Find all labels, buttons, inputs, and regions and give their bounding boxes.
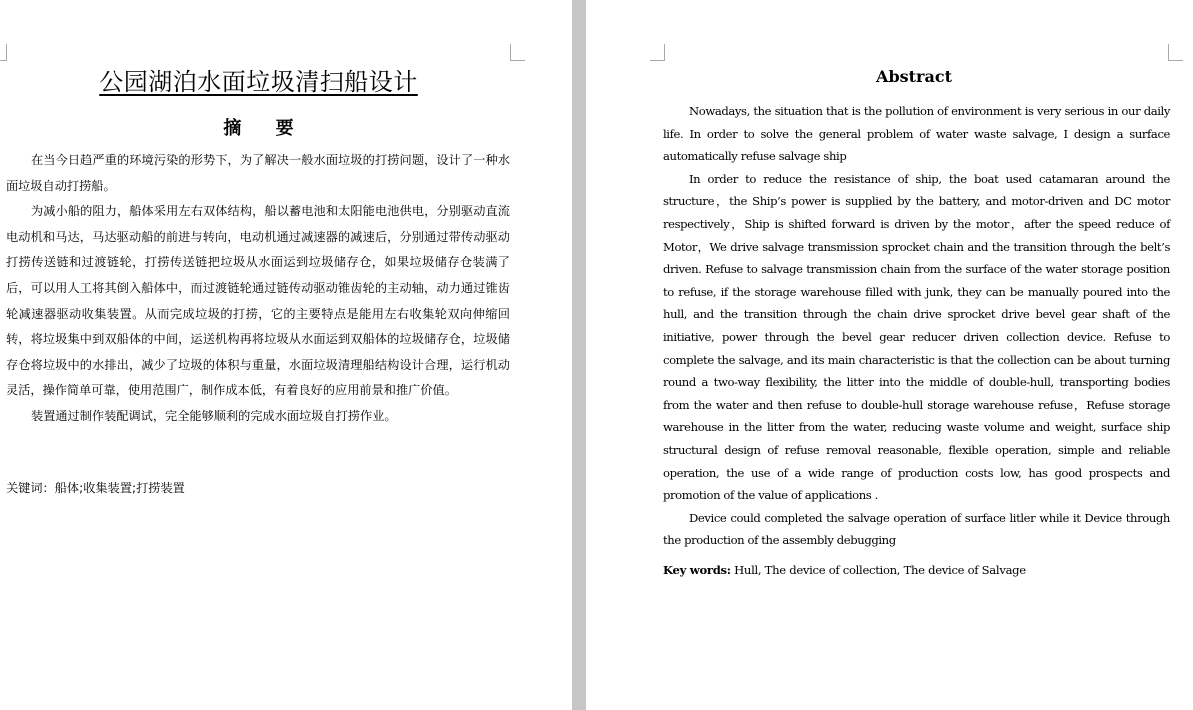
english-paragraph: In order to reduce the resistance of ship, the boat used catamaran around the structure，the Ship’s power is supplied by the battery, and motor-driven and DC motor respectively，Ship is shifted forward is driven by the motor，after the speed reduce of Motor，We drive salvage transmission sprocket chain and the transition through the belt’s driven. Refuse to salvage transmission chain from the surface of the water storage position to refuse, if the storage warehouse filled with junk, they can be manually poured into the hull, and the transition through the chain drive sprocket drive bevel gear shaft of the initiative, power through the bevel gear reducer driven collection device. Refuse to complete the salvage, and its main characteristic is that the collection can be about turning round a two-way flexibility, the litter into the middle of double-hull, transporting bodies from the water and then refuse to double-hull storage warehouse refuse，Refuse storage warehouse in the litter from the water, reducing waste volume and weight, surface ship structural design of refuse removal reasonable, flexible operation, simple and reliable operation, the use of a wide range of production costs low, has good prospects and promotion of the value of applications . [663, 171, 1170, 503]
keywords-label: Key words: [663, 563, 731, 577]
english-paragraph: Nowadays, the situation that is the pollution of environment is very serious in our daily life. In order to solve the general problem of water waste salvage, I design a surface automatically refuse salvage ship [663, 104, 1170, 164]
chinese-paragraph: 在当今日趋严重的环境污染的形势下，为了解决一般水面垃圾的打捞问题，设计了一种水面垃圾自动打捞船。 [6, 153, 510, 193]
corner-mark [1168, 44, 1183, 61]
corner-mark [0, 44, 7, 61]
chinese-paragraph: 为减小船的阻力，船体采用左右双体结构，船以蓄电池和太阳能电池供电，分别驱动直流电动机和马达，马达驱动船的前进与转向，电动机通过减速器的减速后，分别通过带传动驱动打捞传送链和过渡链轮，打捞传送链把垃圾从水面运到垃圾储存仓，如果垃圾储存仓装满了后，可以用人工将其倒入船体中，而过渡链轮通过链传动驱动锥齿轮的主动轴，动力通过锥齿轮减速器驱动收集装置。从而完成垃圾的打捞，它的主要特点是能用左右收集轮双向伸缩回转，将垃圾集中到双船体的中间，运送机构再将垃圾从水面运到双船体的垃圾储存仓，垃圾储存仓将垃圾中的水排出，减少了垃圾的体积与重量，水面垃圾清理船结构设计合理，运行机动灵活，操作简单可靠，使用范围广，制作成本低，有着良好的应用前景和推广价值。 [6, 204, 510, 398]
english-keywords [663, 559, 1026, 581]
keywords-value: Hull, The device of collection, The device of Salvage [730, 563, 1026, 577]
page-gutter [572, 0, 586, 710]
chinese-abstract-heading: 摘 要 [223, 118, 308, 139]
corner-mark [650, 44, 665, 61]
chinese-paragraph: 装置通过制作装配调试，完全能够顺利的完成水面垃圾自打捞作业。 [31, 408, 397, 423]
document-page-left [0, 0, 572, 710]
corner-mark [510, 44, 525, 61]
chinese-keywords: 关键词：船体;收集装置;打捞装置 [6, 481, 185, 495]
chinese-title: 公园湖泊水面垃圾清扫船设计 [99, 68, 418, 96]
english-abstract-title: Abstract [876, 67, 952, 86]
english-paragraph: Device could completed the salvage operation of surface litler while it Device through the production of the assembly debugging [663, 510, 1170, 548]
chinese-abstract-body [6, 148, 510, 430]
document-page-right [586, 0, 1193, 710]
english-abstract-body [663, 100, 1170, 552]
